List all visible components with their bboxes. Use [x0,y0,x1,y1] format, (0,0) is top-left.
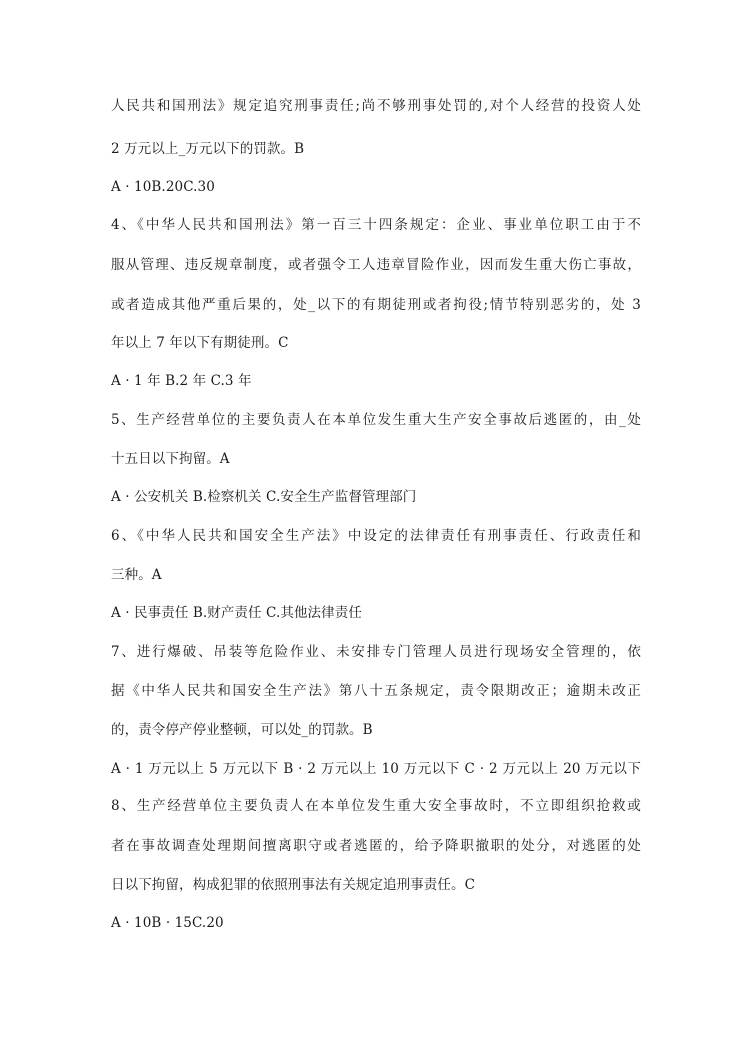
text-line-13: 三种。A [111,567,162,583]
text-line-3: A · 10B.20C.30 [111,179,215,195]
text-line-8: A · 1 年 B.2 年 C.3 年 [111,373,252,389]
text-line-11: A · 公安机关 B.检察机关 C.安全生产监督管理部门 [111,489,417,505]
text-line-4: 4、《中华人民共和国刑法》第一百三十四条规定：企业、事业单位职工由于不 [111,217,641,233]
text-line-19: 8、生产经营单位主要负责人在本单位发生重大安全事故时，不立即组织抢救或 [111,798,641,814]
text-line-18: A · 1 万元以上 5 万元以下 B · 2 万元以上 10 万元以下 C · 2 万元以上 20 万元以下 [111,761,641,777]
text-line-14: A · 民事责任 B.财产责任 C.其他法律责任 [111,605,362,621]
text-line-6: 或者造成其他严重后果的，处_以下的有期徒刑或者拘役;情节特别恶劣的，处 3 [111,297,641,313]
text-line-9: 5、生产经营单位的主要负责人在本单位发生重大生产安全事故后逃匿的，由_处 [111,412,641,428]
text-line-5: 服从管理、违反规章制度，或者强令工人违章冒险作业，因而发生重大伤亡事故， [111,257,641,273]
text-line-2: 2 万元以上_万元以下的罚款。B [111,141,305,157]
text-line-16: 据《中华人民共和国安全生产法》第八十五条规定，责令限期改正；逾期未改正 [111,683,641,699]
text-line-17: 的，责令停产停业整顿，可以处_的罚款。B [111,722,373,738]
text-line-20: 者在事故调查处理期间擅离职守或者逃匿的，给予降职撤职的处分，对逃匿的处 [111,838,641,854]
text-line-12: 6、《中华人民共和国安全生产法》中设定的法律责任有刑事责任、行政责任和 [111,528,641,544]
text-line-1: 人民共和国刑法》规定追究刑事责任;尚不够刑事处罚的,对个人经营的投资人处 [111,98,641,114]
text-line-21: 日以下拘留，构成犯罪的依照刑事法有关规定追刑事责任。C [111,877,476,893]
text-line-7: 年以上 7 年以下有期徒刑。C [111,335,289,351]
text-line-15: 7、进行爆破、吊装等危险作业、未安排专门管理人员进行现场安全管理的，依 [111,644,641,660]
text-line-22: A · 10B · 15C.20 [111,915,224,931]
text-line-10: 十五日以下拘留。A [111,451,230,467]
